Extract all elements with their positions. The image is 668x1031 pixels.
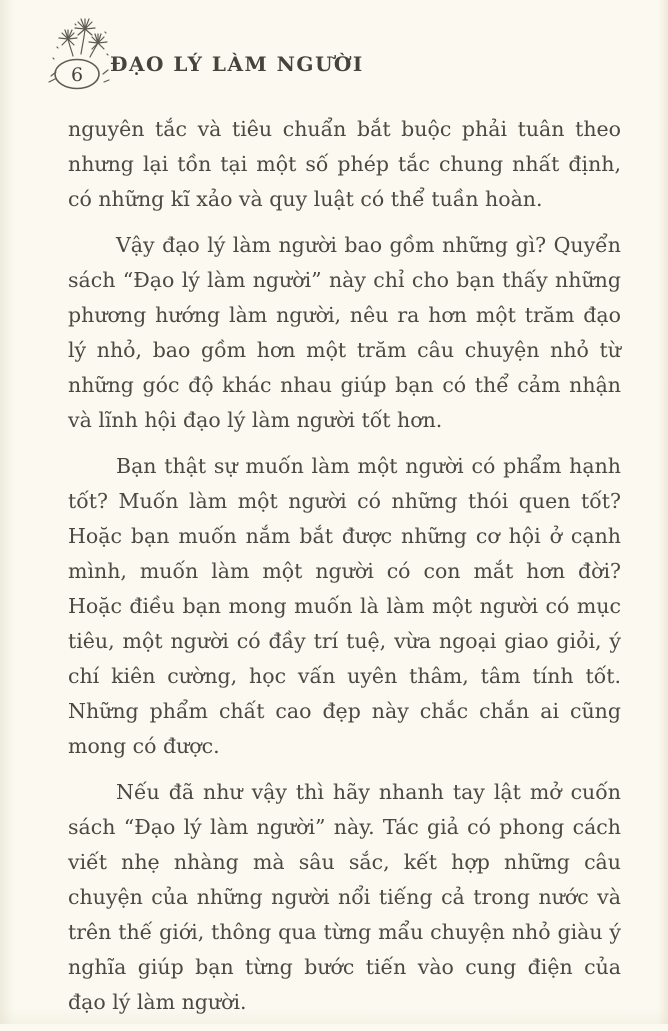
page-body [68, 112, 621, 1031]
page-number: 6 [70, 64, 84, 86]
paragraph-1: nguyên tắc và tiêu chuẩn bắt buộc phải tuân theo nhưng lại tồn tại một số phép tắc chung nhất định, có những kĩ xảo và quy luật có thể tuần hoàn. [68, 117, 621, 211]
paragraph-3: Bạn thật sự muốn làm một người có phẩm hạnh tốt? Muốn làm một người có những thói quen tốt? Hoặc bạn muốn nắm bắt được những cơ hội ở cạnh mình, muốn làm một người có con mắt hơn đời? Hoặc điều bạn mong muốn là làm một người có mục tiêu, một người có đầy trí tuệ, vừa ngoại giao giỏi, ý chí kiên cường, học vấn uyên thâm, tâm tính tốt. Những phẩm chất cao đẹp này chắc chắn ai cũng mong có được. [68, 454, 621, 758]
paragraph-4: Nếu đã như vậy thì hãy nhanh tay lật mở cuốn sách “Đạo lý làm người” này. Tác giả có phong cách viết nhẹ nhàng mà sâu sắc, kết hợp những câu chuyện của những người nổi tiếng cả trong nước và trên thế giới, thông qua từng mẩu chuyện nhỏ giàu ý nghĩa giúp bạn từng bước tiến vào cung điện của đạo lý làm người. [68, 780, 621, 1014]
chapter-title: ĐẠO LÝ LÀM NGƯỜI [110, 52, 364, 76]
paragraph-2: Vậy đạo lý làm người bao gồm những gì? Quyển sách “Đạo lý làm người” này chỉ cho bạn thấy những phương hướng làm người, nêu ra hơn một trăm đạo lý nhỏ, bao gồm hơn một trăm câu chuyện nhỏ từ những góc độ khác nhau giúp bạn có thể cảm nhận và lĩnh hội đạo lý làm người tốt hơn. [68, 233, 621, 432]
page-header [0, 0, 668, 100]
